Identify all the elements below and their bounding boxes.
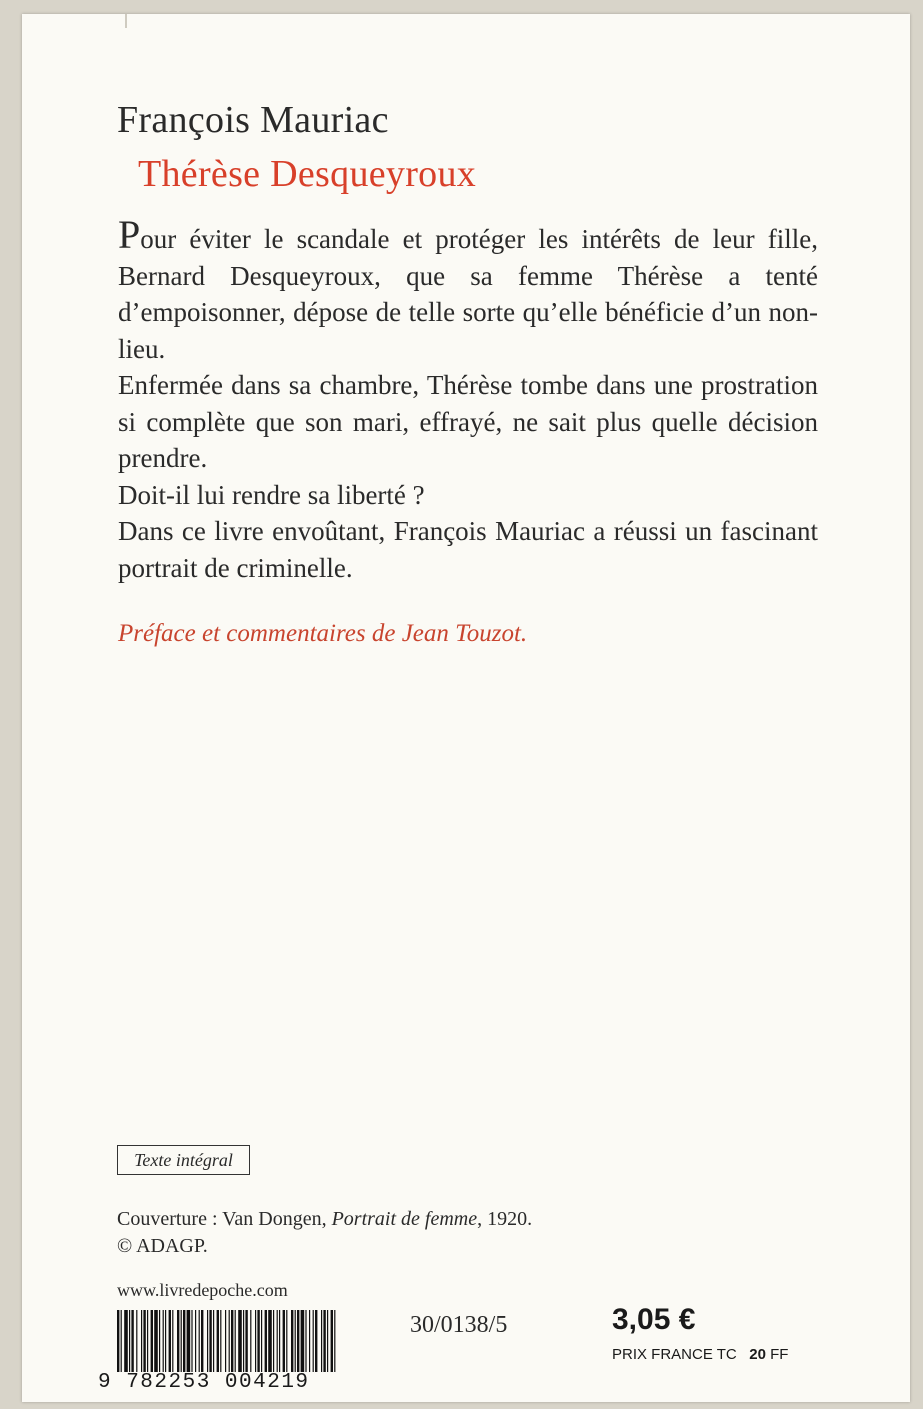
- barcode-bar: [255, 1310, 256, 1372]
- blurb: [118, 212, 818, 586]
- back-cover: [22, 14, 910, 1402]
- barcode-bar: [201, 1310, 203, 1372]
- barcode-bar: [136, 1310, 137, 1372]
- barcode-bar: [141, 1310, 142, 1372]
- barcode-bar: [225, 1310, 226, 1372]
- barcode-bar: [147, 1310, 148, 1372]
- barcode-bar: [217, 1310, 219, 1372]
- barcode-bar: [121, 1310, 122, 1372]
- barcode-bar: [191, 1310, 192, 1372]
- barcode-bar: [165, 1310, 166, 1372]
- barcode-bar: [117, 1310, 119, 1372]
- barcode-bar: [321, 1310, 322, 1372]
- barcode-bar: [220, 1310, 221, 1372]
- barcode-bar: [151, 1310, 153, 1372]
- price-ff-unit: FF: [770, 1346, 789, 1363]
- price-ff-value: 20: [749, 1346, 766, 1363]
- publisher-website: www.livredepoche.com: [117, 1280, 288, 1300]
- rights-line: © ADAGP.: [117, 1235, 208, 1257]
- full-text-badge: Texte intégral: [117, 1145, 250, 1175]
- barcode-bar: [283, 1310, 285, 1372]
- isbn-number: 9 782253 004219: [98, 1371, 310, 1394]
- price-label-text: PRIX FRANCE TC: [612, 1346, 737, 1363]
- barcode-bar: [305, 1310, 306, 1372]
- barcode-bar: [129, 1310, 130, 1372]
- barcode-bar: [250, 1310, 251, 1372]
- barcode-bar: [124, 1310, 128, 1372]
- barcode-bar: [143, 1310, 145, 1372]
- barcode-bar: [183, 1310, 185, 1372]
- blurb-paragraph-1-text: our éviter le scandale et protéger les intérêts de leur fille, Bernard Desqueyroux, que sa femme Thérèse a tenté d’empoisonner, dépose de telle sorte qu’elle bénéficie d’un non-lieu.: [118, 224, 818, 364]
- barcode-bar: [229, 1310, 230, 1372]
- barcode-bar: [187, 1310, 191, 1372]
- barcode-bar: [207, 1310, 208, 1372]
- price: 3,05 €: [612, 1303, 696, 1336]
- barcode-bar: [331, 1310, 333, 1372]
- catalog-code: 30/0138/5: [410, 1312, 508, 1338]
- book-title: Thérèse Desqueyroux: [138, 153, 477, 195]
- author-name: François Mauriac: [117, 99, 389, 141]
- barcode-bar: [286, 1310, 287, 1372]
- barcode-bar: [172, 1310, 173, 1372]
- barcode-bar: [177, 1310, 179, 1372]
- barcode-bar: [315, 1310, 317, 1372]
- barcode-bar: [291, 1310, 293, 1372]
- barcode-bar: [268, 1310, 272, 1372]
- barcode-bar: [327, 1310, 328, 1372]
- barcode-bar: [195, 1310, 196, 1372]
- credit-prefix: Couverture : Van Dongen,: [117, 1208, 332, 1230]
- barcode-bar: [213, 1310, 214, 1372]
- barcode-bar: [309, 1310, 310, 1372]
- blurb-paragraph-3: Doit-il lui rendre sa liberté ?: [118, 479, 425, 510]
- barcode-bar: [257, 1310, 259, 1372]
- cover-credit: [117, 1206, 532, 1260]
- credit-work: Portrait de femme: [331, 1208, 478, 1230]
- barcode-bar: [295, 1310, 296, 1372]
- barcode-bar: [231, 1310, 233, 1372]
- barcode-bar: [169, 1310, 171, 1372]
- barcode-bar: [159, 1310, 160, 1372]
- barcode-bar: [265, 1310, 267, 1372]
- barcode-bar: [131, 1310, 133, 1372]
- barcode: [117, 1310, 339, 1372]
- drop-cap: P: [118, 212, 141, 257]
- blurb-paragraph-1: [118, 212, 818, 367]
- blurb-paragraph-2: Enfermée dans sa chambre, Thérèse tombe dans une prostration si complète que son mari, effrayé, ne sait plus quelle décision prendre.: [118, 370, 818, 473]
- barcode-bar: [154, 1310, 158, 1372]
- barcode-bar: [209, 1310, 211, 1372]
- barcode-bar: [245, 1310, 247, 1372]
- barcode-bar: [238, 1310, 242, 1372]
- barcode-bar: [181, 1310, 182, 1372]
- barcode-bar: [277, 1310, 278, 1372]
- preface-credit: Préface et commentaires de Jean Touzot.: [118, 620, 528, 647]
- barcode-bar: [243, 1310, 244, 1372]
- price-label: [612, 1346, 788, 1363]
- barcode-bar: [199, 1310, 200, 1372]
- credit-suffix: , 1920.: [477, 1208, 533, 1230]
- barcode-bar: [323, 1310, 325, 1372]
- barcode-bar: [261, 1310, 262, 1372]
- barcode-bar: [279, 1310, 280, 1372]
- barcode-bar: [273, 1310, 274, 1372]
- barcode-bar: [235, 1310, 236, 1372]
- fold-line: [125, 14, 127, 28]
- barcode-bar: [334, 1310, 335, 1372]
- barcode-bar: [163, 1310, 164, 1372]
- barcode-bar: [313, 1310, 314, 1372]
- cover-credit-line: [117, 1206, 532, 1233]
- blurb-paragraph-4: Dans ce livre envoûtant, François Mauriac a réussi un fascinant portrait de criminelle.: [118, 516, 818, 583]
- barcode-bar: [301, 1310, 305, 1372]
- barcode-bar: [297, 1310, 299, 1372]
